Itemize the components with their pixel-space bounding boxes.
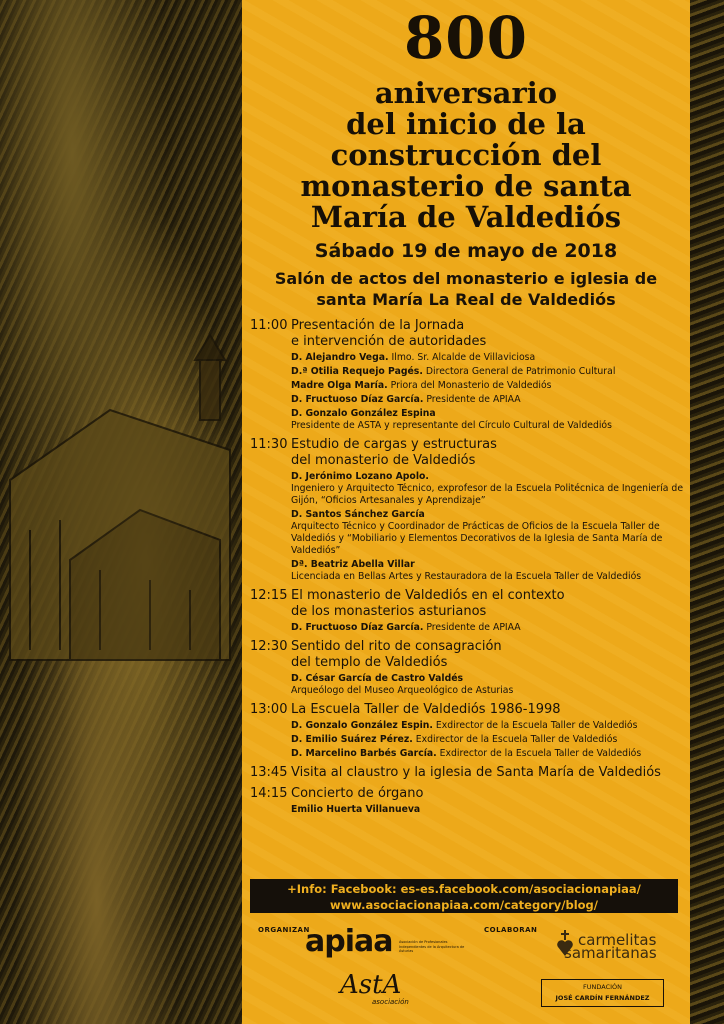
facebook-link[interactable]: +Info: Facebook: es-es.facebook.com/asociacionapiaa/: [287, 882, 641, 896]
program-talk-title: Presentación de la Jornada: [291, 318, 465, 333]
speaker-name: D. Emilio Suárez Pérez.: [291, 734, 413, 745]
asta-logo-subtitle: asociación: [372, 998, 409, 1006]
program-talk-title: Estudio de cargas y estructuras: [291, 437, 497, 452]
speaker-role: Directora General de Patrimonio Cultural: [422, 366, 616, 377]
samaritanas-text: samaritanas: [564, 944, 657, 962]
program-speaker: [291, 559, 686, 583]
speaker-name: D. Marcelino Barbés García.: [291, 748, 437, 759]
speaker-name: D. César García de Castro Valdés: [291, 673, 464, 684]
carmelitas-text: carmelitas: [578, 931, 657, 949]
speaker-name: D. Fructuoso Díaz García.: [291, 394, 424, 405]
program-time: 13:45: [250, 765, 288, 780]
program-speaker: [291, 380, 686, 392]
fundacion-logo: [541, 979, 664, 1007]
program-talk-title: del monasterio de Valdediós: [291, 453, 476, 468]
speaker-name: D. Santos Sánchez García: [291, 509, 425, 520]
speaker-role: Exdirector de la Escuela Taller de Valdediós: [432, 720, 638, 731]
asta-logo: AstA: [340, 970, 402, 1000]
speaker-name: D. Jerónimo Lozano Apolo.: [291, 471, 429, 482]
speaker-role: Presidente de ASTA y representante del Círculo Cultural de Valdediós: [291, 420, 612, 431]
title-line: construcción del: [330, 138, 602, 172]
speaker-name: D. Alejandro Vega.: [291, 352, 389, 363]
program-speaker: [291, 804, 686, 816]
speaker-role: Exdirector de la Escuela Taller de Valdediós: [436, 748, 642, 759]
speaker-name: Dª. Beatriz Abella Villar: [291, 559, 415, 570]
program-speaker: [291, 471, 686, 507]
speaker-role: Licenciada en Bellas Artes y Restauradora de la Escuela Taller de Valdediós: [291, 571, 642, 582]
program-item: [250, 702, 686, 760]
fundacion-name: JOSÉ CARDÍN FERNÁNDEZ: [555, 994, 650, 1002]
program-time: 11:30: [250, 437, 288, 452]
speaker-role: Exdirector de la Escuela Taller de Valdediós: [412, 734, 618, 745]
program-speaker: [291, 352, 686, 364]
apiaa-logo: apiaa: [305, 924, 393, 959]
program-talk-title: del templo de Valdediós: [291, 655, 448, 670]
program-speaker: [291, 366, 686, 378]
title-line: monasterio de santa: [300, 169, 632, 203]
carmelitas-logo: [560, 931, 657, 962]
program-item: [250, 318, 686, 432]
program-talk-title: Sentido del rito de consagración: [291, 639, 502, 654]
title-line: María de Valdediós: [310, 200, 622, 234]
info-box: [250, 879, 678, 913]
program-talk-title: e intervención de autoridades: [291, 334, 487, 349]
program-talk-title: La Escuela Taller de Valdediós 1986-1998: [291, 702, 561, 717]
program-speaker: [291, 622, 686, 634]
speaker-role: Arquitecto Técnico y Coordinador de Prácticas de Oficios de la Escuela Taller de Valdediós y “Mobiliario y Elementos Decorativos de la Iglesia de Santa María de Valdediós”: [291, 521, 663, 556]
title-line: del inicio de la: [346, 107, 586, 141]
event-title: [242, 78, 690, 233]
apiaa-logo-subtitle: Asociación de Profesionales Independientes de la Arquitectura de Asturias: [399, 940, 465, 953]
speaker-name: D. Fructuoso Díaz García.: [291, 622, 424, 633]
program-time: 13:00: [250, 702, 288, 717]
church-illustration: [0, 330, 240, 690]
program-time: 12:30: [250, 639, 288, 654]
anniversary-number: 800: [403, 4, 529, 72]
program-speaker: [291, 673, 686, 697]
program-speaker: [291, 509, 686, 557]
program-speaker: [291, 720, 686, 732]
program-talk-title: de los monasterios asturianos: [291, 604, 487, 619]
speaker-name: D. Gonzalo González Espina: [291, 408, 436, 419]
program-list: [250, 318, 686, 821]
fundacion-label: FUNDACIÓN: [582, 983, 623, 991]
speaker-name: D. Gonzalo González Espin.: [291, 720, 433, 731]
speaker-name: D.ª Otilia Requejo Pagés.: [291, 366, 423, 377]
program-item: [250, 588, 686, 634]
program-talk-title: Visita al claustro y la iglesia de Santa María de Valdediós: [291, 765, 661, 780]
program-talk-title: El monasterio de Valdediós en el contexto: [291, 588, 565, 603]
program-time: 14:15: [250, 786, 288, 801]
program-speaker: [291, 748, 686, 760]
speaker-name: Madre Olga María.: [291, 380, 388, 391]
program-item: [250, 639, 686, 697]
program-speaker: [291, 408, 686, 432]
event-date: Sábado 19 de mayo de 2018: [314, 240, 618, 262]
speaker-role: Ilmo. Sr. Alcalde de Villaviciosa: [388, 352, 536, 363]
speaker-role: Presidente de APIAA: [423, 394, 521, 405]
program-item: [250, 765, 686, 781]
program-item: [250, 437, 686, 583]
program-time: 11:00: [250, 318, 288, 333]
event-venue: [242, 268, 690, 310]
speaker-role: Arqueólogo del Museo Arqueológico de Asturias: [291, 685, 514, 696]
program-speaker: [291, 734, 686, 746]
colaboran-label: COLABORAN: [484, 926, 538, 934]
program-time: 12:15: [250, 588, 288, 603]
program-speaker: [291, 394, 686, 406]
background-engraving-right: [690, 0, 724, 1024]
speaker-role: Presidente de APIAA: [423, 622, 521, 633]
speaker-name: Emilio Huerta Villanueva: [291, 804, 421, 815]
website-link[interactable]: www.asociacionapiaa.com/category/blog/: [330, 898, 598, 912]
title-line: aniversario: [374, 76, 558, 110]
program-item: [250, 786, 686, 816]
program-talk-title: Concierto de órgano: [291, 786, 424, 801]
speaker-role: Ingeniero y Arquitecto Técnico, exprofesor de la Escuela Politécnica de Ingeniería de Gijón, “Oficios Artesanales y Aprendizaje”: [291, 483, 684, 506]
venue-line: santa María La Real de Valdediós: [316, 290, 616, 309]
venue-line: Salón de actos del monasterio e iglesia de: [274, 269, 658, 288]
organizan-label: ORGANIZAN: [258, 926, 310, 934]
speaker-role: Priora del Monasterio de Valdediós: [387, 380, 552, 391]
